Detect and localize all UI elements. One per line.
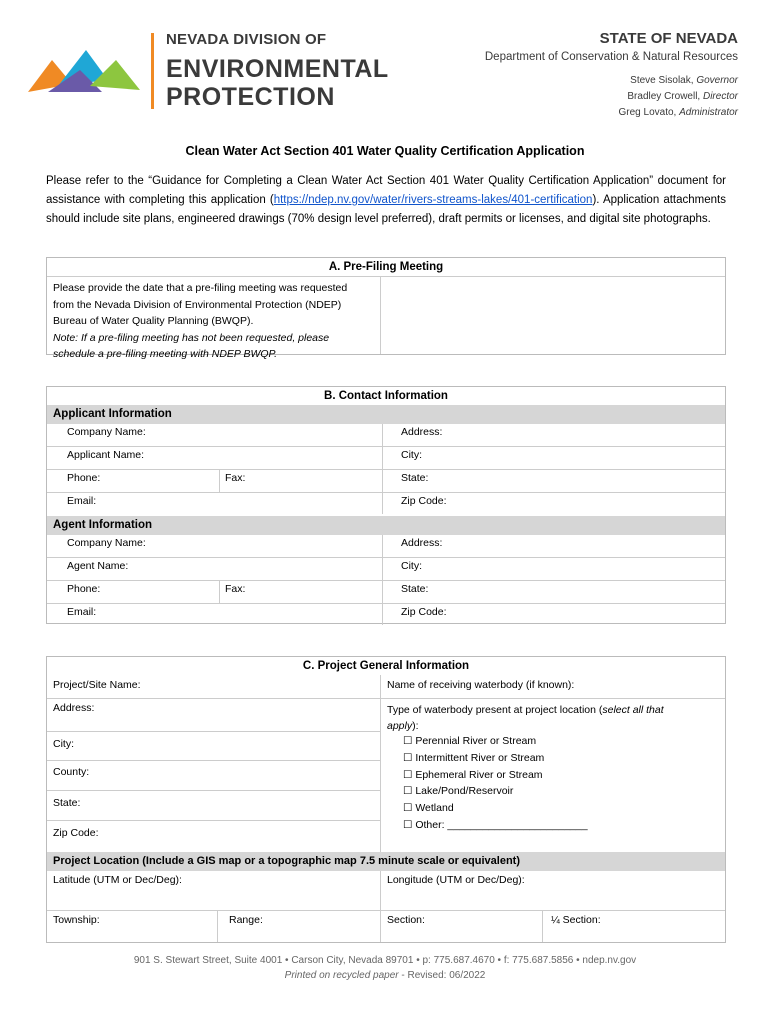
ndep-logo <box>28 46 140 96</box>
section-b-heading: B. Contact Information <box>324 390 448 402</box>
org-line1: NEVADA DIVISION OF <box>166 31 327 48</box>
project-city-field[interactable]: City: <box>53 738 74 750</box>
agent-company-field[interactable]: Company Name: <box>67 537 146 549</box>
agent-phone-field[interactable]: Phone: <box>67 583 101 595</box>
checkbox-perennial[interactable]: ☐ Perennial River or Stream <box>403 735 537 747</box>
state-block <box>485 30 738 121</box>
latitude-field[interactable]: Latitude (UTM or Dec/Deg): <box>53 874 182 886</box>
project-county-field[interactable]: County: <box>53 766 90 778</box>
state-name: STATE OF NEVADA <box>599 30 738 47</box>
checkbox-intermittent[interactable]: ☐ Intermittent River or Stream <box>403 751 545 764</box>
agent-zip-field[interactable]: Zip Code: <box>401 606 447 618</box>
checkbox-lake[interactable]: ☐ Lake/Pond/Reservoir <box>403 785 514 798</box>
checkbox-ephemeral[interactable]: ☐ Ephemeral River or Stream <box>403 768 543 781</box>
quarter-section-field[interactable]: ¼ Section: <box>551 914 601 926</box>
director-line: Bradley Crowell, Director <box>627 91 738 102</box>
agent-name-field[interactable]: Agent Name: <box>67 560 129 572</box>
agent-info-heading: Agent Information <box>47 516 725 535</box>
section-field[interactable]: Section: <box>387 914 425 926</box>
agent-fax-field[interactable]: Fax: <box>225 583 246 595</box>
waterbody-type-label: Type of waterbody present at project location (select all that apply): <box>387 704 664 732</box>
intro-paragraph: Please refer to the “Guidance for Completing a Clean Water Act Section 401 Water Quality Certification Application” document for assistance with completing this application (https://ndep.nv.gov/water/rivers-streams-lakes/401-certification). Application attachments should include site plans, engineered drawings (70% design level preferred), draft permits or licenses, and digital site photographs. <box>46 175 726 225</box>
logo-divider <box>151 33 154 109</box>
applicant-fax-field[interactable]: Fax: <box>225 472 246 484</box>
department: Department of Conservation & Natural Resources <box>484 51 738 63</box>
org-line3: PROTECTION <box>166 83 335 111</box>
officials <box>485 73 738 121</box>
section-a-box <box>46 257 726 360</box>
section-c-box <box>46 656 726 943</box>
receiving-waterbody-field[interactable]: Name of receiving waterbody (if known): <box>387 679 575 691</box>
applicant-name-field[interactable]: Applicant Name: <box>67 449 145 461</box>
project-zip-field[interactable]: Zip Code: <box>53 827 99 839</box>
administrator-line: Greg Lovato, Administrator <box>618 107 738 118</box>
range-field[interactable]: Range: <box>229 914 263 926</box>
org-name <box>166 31 389 111</box>
project-location-heading: Project Location (Include a GIS map or a topographic map 7.5 minute scale or equivalent) <box>47 852 725 871</box>
page-title: Clean Water Act Section 401 Water Quality Certification Application <box>185 144 585 158</box>
section-a-heading: A. Pre-Filing Meeting <box>328 261 444 273</box>
prefiling-instructions: Please provide the date that a pre-filing meeting was requested from the Nevada Division of Environmental Protection (NDEP) Bureau of Water Quality Planning (BWQP). Note: If a pre-filing meeting has not been requested, please schedule a pre-filing meeting with NDEP BWQP. <box>53 282 348 360</box>
org-line2: ENVIRONMENTAL <box>166 55 389 83</box>
applicant-company-field[interactable]: Company Name: <box>67 426 146 438</box>
applicant-city-field[interactable]: City: <box>401 449 422 461</box>
governor-line: Steve Sisolak, Governor <box>630 75 738 86</box>
footer-recycled: Printed on recycled paper - Revised: 06/2022 <box>284 970 486 981</box>
footer-address: 901 S. Stewart Street, Suite 4001 • Carson City, Nevada 89701 • p: 775.687.4670 • f: 775.687.5856 • ndep.nv.gov <box>133 955 637 966</box>
applicant-zip-field[interactable]: Zip Code: <box>401 495 447 507</box>
guidance-link[interactable]: https://ndep.nv.gov/water/rivers-streams-lakes/401-certification <box>273 194 593 206</box>
checkbox-wetland[interactable]: ☐ Wetland <box>403 802 454 815</box>
agent-state-field[interactable]: State: <box>401 583 429 595</box>
applicant-email-field[interactable]: Email: <box>67 495 97 507</box>
project-name-field[interactable]: Project/Site Name: <box>53 679 141 691</box>
agent-city-field[interactable]: City: <box>401 560 422 572</box>
section-c-heading: C. Project General Information <box>302 660 470 672</box>
agent-email-field[interactable]: Email: <box>67 606 97 618</box>
agent-address-field[interactable]: Address: <box>401 537 443 549</box>
applicant-address-field[interactable]: Address: <box>401 426 443 438</box>
section-b-box <box>46 386 726 624</box>
project-address-field[interactable]: Address: <box>53 702 95 714</box>
project-state-field[interactable]: State: <box>53 797 81 809</box>
checkbox-other[interactable]: ☐ Other: ________________________ <box>403 818 588 831</box>
applicant-state-field[interactable]: State: <box>401 472 429 484</box>
applicant-phone-field[interactable]: Phone: <box>67 472 101 484</box>
waterbody-checkbox-list <box>403 733 588 834</box>
longitude-field[interactable]: Longitude (UTM or Dec/Deg): <box>387 874 525 886</box>
township-field[interactable]: Township: <box>53 914 100 926</box>
prefiling-date-field[interactable] <box>381 277 725 354</box>
applicant-info-heading: Applicant Information <box>47 405 725 424</box>
